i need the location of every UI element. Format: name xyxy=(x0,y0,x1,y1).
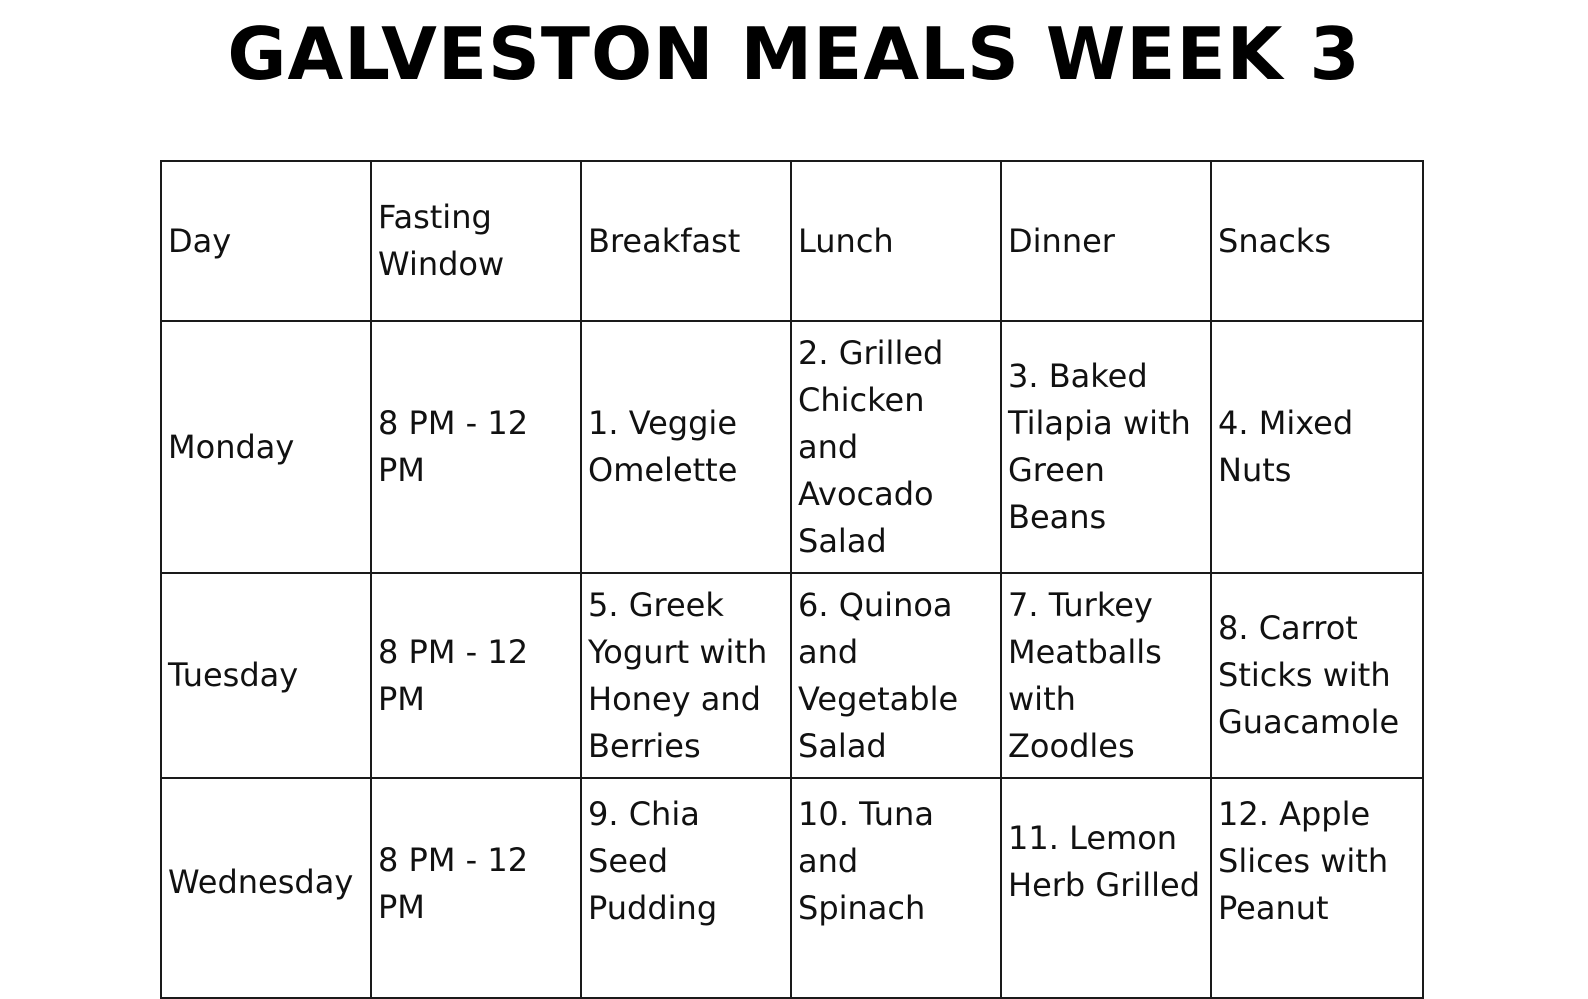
fasting-window-cell: 8 PM - 12 PM xyxy=(371,321,581,573)
meal-plan-table xyxy=(160,160,1424,999)
dinner-cell: 3. Baked Tilapia with Green Beans xyxy=(1001,321,1211,573)
day-cell: Wednesday xyxy=(161,778,371,998)
table-row xyxy=(161,778,1423,998)
table-header-row xyxy=(161,161,1423,321)
snacks-cell: 4. Mixed Nuts xyxy=(1211,321,1423,573)
day-cell: Monday xyxy=(161,321,371,573)
lunch-cell: 10. Tuna and Spinach xyxy=(791,778,1001,998)
page-title: GALVESTON MEALS WEEK 3 xyxy=(227,12,1361,96)
fasting-window-cell: 8 PM - 12 PM xyxy=(371,778,581,998)
header-lunch: Lunch xyxy=(791,161,1001,321)
header-day: Day xyxy=(161,161,371,321)
header-fasting-window: Fasting Window xyxy=(371,161,581,321)
day-cell: Tuesday xyxy=(161,573,371,778)
breakfast-cell: 5. Greek Yogurt with Honey and Berries xyxy=(581,573,791,778)
header-dinner: Dinner xyxy=(1001,161,1211,321)
fasting-window-cell: 8 PM - 12 PM xyxy=(371,573,581,778)
table-row xyxy=(161,573,1423,778)
dinner-cell: 11. Lemon Herb Grilled xyxy=(1001,778,1211,998)
dinner-cell: 7. Turkey Meatballs with Zoodles xyxy=(1001,573,1211,778)
breakfast-cell: 1. Veggie Omelette xyxy=(581,321,791,573)
lunch-cell: 2. Grilled Chicken and Avocado Salad xyxy=(791,321,1001,573)
breakfast-cell: 9. Chia Seed Pudding xyxy=(581,778,791,998)
snacks-cell: 12. Apple Slices with Peanut xyxy=(1211,778,1423,998)
header-snacks: Snacks xyxy=(1211,161,1423,321)
table-row xyxy=(161,321,1423,573)
snacks-cell: 8. Carrot Sticks with Guacamole xyxy=(1211,573,1423,778)
lunch-cell: 6. Quinoa and Vegetable Salad xyxy=(791,573,1001,778)
header-breakfast: Breakfast xyxy=(581,161,791,321)
